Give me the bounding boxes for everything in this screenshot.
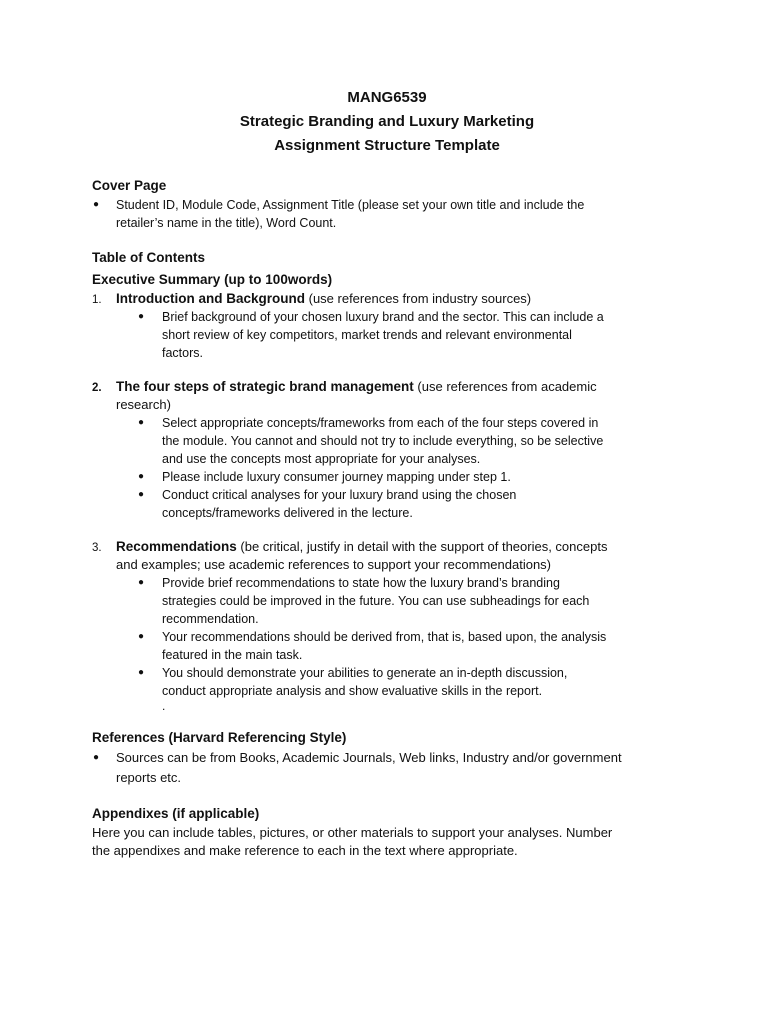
cover-page-heading: Cover Page bbox=[92, 178, 167, 193]
section-heading: Introduction and Background bbox=[116, 291, 305, 306]
bullet-line: and use the concepts most appropriate for your analyses. bbox=[162, 452, 481, 466]
sub-bullet bbox=[92, 628, 682, 664]
section-note: (use references from academic bbox=[413, 379, 597, 394]
toc-heading: Table of Contents bbox=[92, 250, 205, 265]
trailing-dot: . bbox=[162, 699, 166, 713]
references-bullet-line: Sources can be from Books, Academic Journals, Web links, Industry and/or government bbox=[116, 750, 622, 765]
appendixes-line: the appendixes and make reference to each in the text where appropriate. bbox=[92, 843, 518, 858]
executive-summary-heading: Executive Summary (up to 100words) bbox=[92, 272, 333, 287]
bullet-line: conduct appropriate analysis and show evaluative skills in the report. bbox=[162, 684, 543, 698]
bullet-dot-icon: ● bbox=[93, 752, 100, 763]
sub-bullet bbox=[92, 308, 682, 362]
bullet-dot-icon: ● bbox=[138, 577, 145, 588]
section-heading: Recommendations bbox=[116, 539, 237, 554]
section-four-steps bbox=[92, 378, 682, 414]
document-page bbox=[92, 86, 682, 860]
bullet-line: featured in the main task. bbox=[162, 648, 303, 662]
document-title: Assignment Structure Template bbox=[274, 137, 500, 154]
bullet-line: the module. You cannot and should not try to include everything, so be selective bbox=[162, 434, 604, 448]
course-title: Strategic Branding and Luxury Marketing bbox=[239, 113, 535, 130]
section-note-line2: research) bbox=[116, 397, 171, 412]
sub-bullet bbox=[92, 414, 682, 468]
cover-bullet-line: retailer’s name in the title), Word Count. bbox=[116, 216, 337, 230]
bullet-line: Provide brief recommendations to state how the luxury brand’s branding bbox=[162, 576, 560, 590]
bullet-line: Brief background of your chosen luxury brand and the sector. This can include a bbox=[162, 310, 604, 324]
section-number: 3. bbox=[92, 542, 102, 554]
sub-bullet bbox=[92, 664, 682, 700]
appendixes-line: Here you can include tables, pictures, or other materials to support your analyses. Number bbox=[92, 825, 613, 840]
bullet-line: recommendation. bbox=[162, 612, 259, 626]
section-introduction bbox=[92, 290, 682, 308]
references-bullet-line: reports etc. bbox=[116, 770, 182, 785]
bullet-dot-icon: ● bbox=[93, 199, 100, 210]
bullet-dot-icon: ● bbox=[138, 667, 145, 678]
bullet-line: concepts/frameworks delivered in the lecture. bbox=[162, 506, 413, 520]
bullet-line: strategies could be improved in the future. You can use subheadings for each bbox=[162, 594, 590, 608]
cover-bullet-line: Student ID, Module Code, Assignment Title (please set your own title and include the bbox=[116, 198, 585, 212]
cover-page-bullet bbox=[92, 196, 682, 232]
bullet-line: You should demonstrate your abilities to generate an in-depth discussion, bbox=[162, 666, 568, 680]
bullet-line: Conduct critical analyses for your luxury brand using the chosen bbox=[162, 488, 517, 502]
sub-bullet bbox=[92, 468, 682, 486]
section-note: (use references from industry sources) bbox=[305, 291, 532, 306]
appendixes-heading: Appendixes (if applicable) bbox=[92, 806, 260, 821]
section-number: 2. bbox=[92, 382, 102, 394]
sub-bullet bbox=[92, 574, 682, 628]
section-heading: The four steps of strategic brand management bbox=[116, 379, 414, 394]
bullet-line: short review of key competitors, market trends and relevant environmental bbox=[162, 328, 572, 342]
section-note: (be critical, justify in detail with the support of theories, concepts bbox=[236, 539, 608, 554]
bullet-dot-icon: ● bbox=[138, 489, 145, 500]
references-bullet bbox=[92, 748, 682, 788]
document-title-block bbox=[92, 86, 682, 158]
bullet-dot-icon: ● bbox=[138, 311, 145, 322]
module-code: MANG6539 bbox=[347, 89, 427, 106]
section-number: 1. bbox=[92, 294, 102, 306]
references-heading: References (Harvard Referencing Style) bbox=[92, 730, 347, 745]
bullet-line: factors. bbox=[162, 346, 203, 360]
section-recommendations bbox=[92, 538, 682, 574]
bullet-line: Your recommendations should be derived from, that is, based upon, the analysis bbox=[162, 630, 607, 644]
bullet-line: Select appropriate concepts/frameworks from each of the four steps covered in bbox=[162, 416, 599, 430]
bullet-line: Please include luxury consumer journey mapping under step 1. bbox=[162, 470, 511, 484]
bullet-dot-icon: ● bbox=[138, 471, 145, 482]
bullet-dot-icon: ● bbox=[138, 631, 145, 642]
section-note-line2: and examples; use academic references to support your recommendations) bbox=[116, 557, 551, 572]
bullet-dot-icon: ● bbox=[138, 417, 145, 428]
sub-bullet bbox=[92, 486, 682, 522]
